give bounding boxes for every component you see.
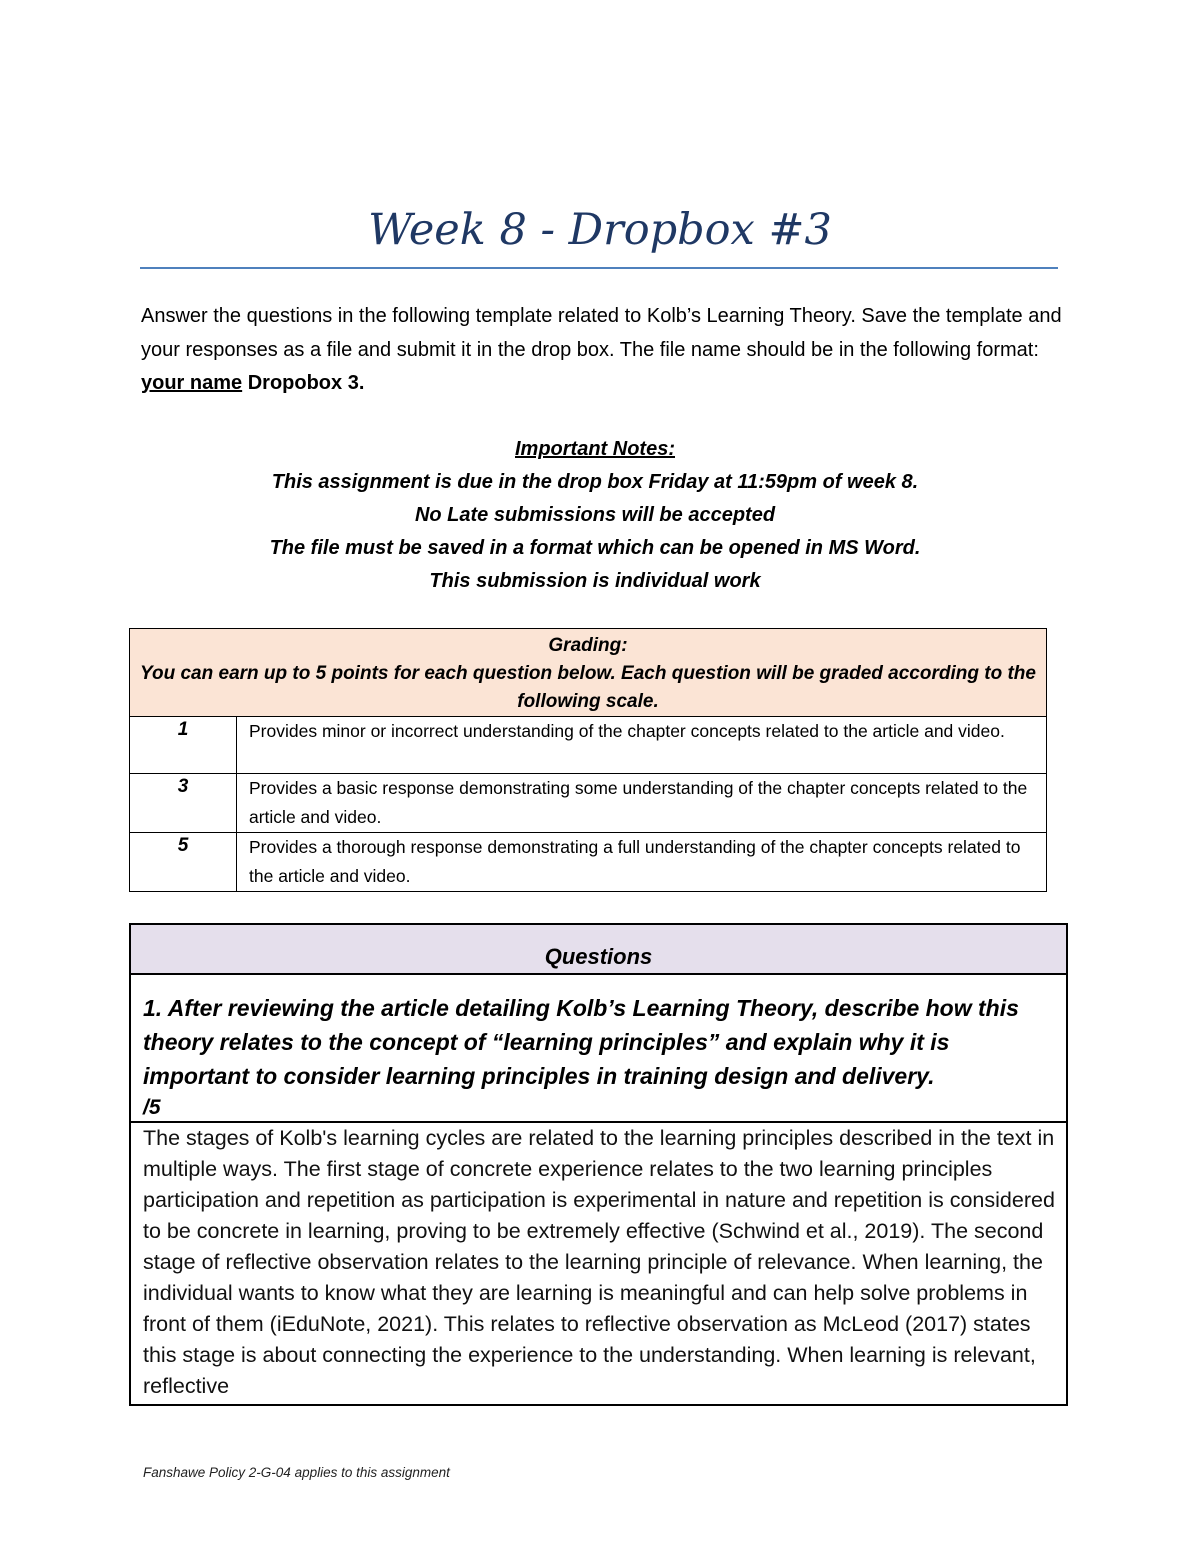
grading-subheading: You can earn up to 5 points for each question below. Each question will be graded according to the following scale. [140,663,1036,712]
question-1: 1. After reviewing the article detailing Kolb’s Learning Theory, describe how this theory relates to the concept of “learning principles” and explain why it is important to consider learning principles in training design and delivery. [143,995,1019,1089]
score-description: Provides a thorough response demonstrating a full understanding of the chapter concepts related to the article and video. [237,833,1047,892]
note-line: This submission is individual work [429,570,761,592]
questions-box [129,923,1068,1406]
table-row [130,717,1047,774]
instructions-text: Answer the questions in the following template related to Kolb’s Learning Theory. Save the template and your responses as a file and submit it in the drop box. The file name should be in the following format: [141,305,1062,361]
questions-heading: Questions [131,925,1066,975]
score-cell: 3 [130,774,237,833]
grading-heading: Grading: [548,635,628,656]
filename-suffix: Dropobox 3. [242,372,365,394]
note-line: The file must be saved in a format which can be opened in MS Word. [269,537,921,559]
grading-header [130,629,1047,717]
table-row [130,774,1047,833]
table-row [130,833,1047,892]
note-line: No Late submissions will be accepted [414,504,776,526]
page-title: Week 8 - Dropbox #3 [368,205,832,255]
title-divider [140,267,1058,269]
notes-heading: Important Notes: [515,438,675,460]
question-1-score: /5 [131,1093,1066,1123]
score-description: Provides a basic response demonstrating some understanding of the chapter concepts related to the article and video. [237,774,1047,833]
filename-name-placeholder: your name [141,372,243,394]
score-cell: 5 [130,833,237,892]
score-cell: 1 [130,717,237,774]
grading-table [129,628,1047,892]
score-description: Provides minor or incorrect understanding of the chapter concepts related to the article and video. [237,717,1047,774]
important-notes [0,433,1190,598]
instructions-paragraph [141,300,1071,401]
footer-policy: Fanshawe Policy 2-G-04 applies to this assignment [143,1465,450,1480]
answer-1-text[interactable]: The stages of Kolb's learning cycles are related to the learning principles described in the text in multiple ways. The first stage of concrete experience relates to the two learning principles participation and repetition as participation is experimental in nature and repetition is considered to be concrete in learning, proving to be extremely effective (Schwind et al., 2019). The second stage of reflective observation relates to the learning principle of relevance. When learning, the individual wants to know what they are learning is meaningful and can help solve problems in front of them (iEduNote, 2021). This relates to reflective observation as McLeod (2017) states this stage is about connecting the experience to the understanding. When learning is relevant, reflective [143,1126,1055,1398]
note-line: This assignment is due in the drop box Friday at 11:59pm of week 8. [271,471,919,493]
